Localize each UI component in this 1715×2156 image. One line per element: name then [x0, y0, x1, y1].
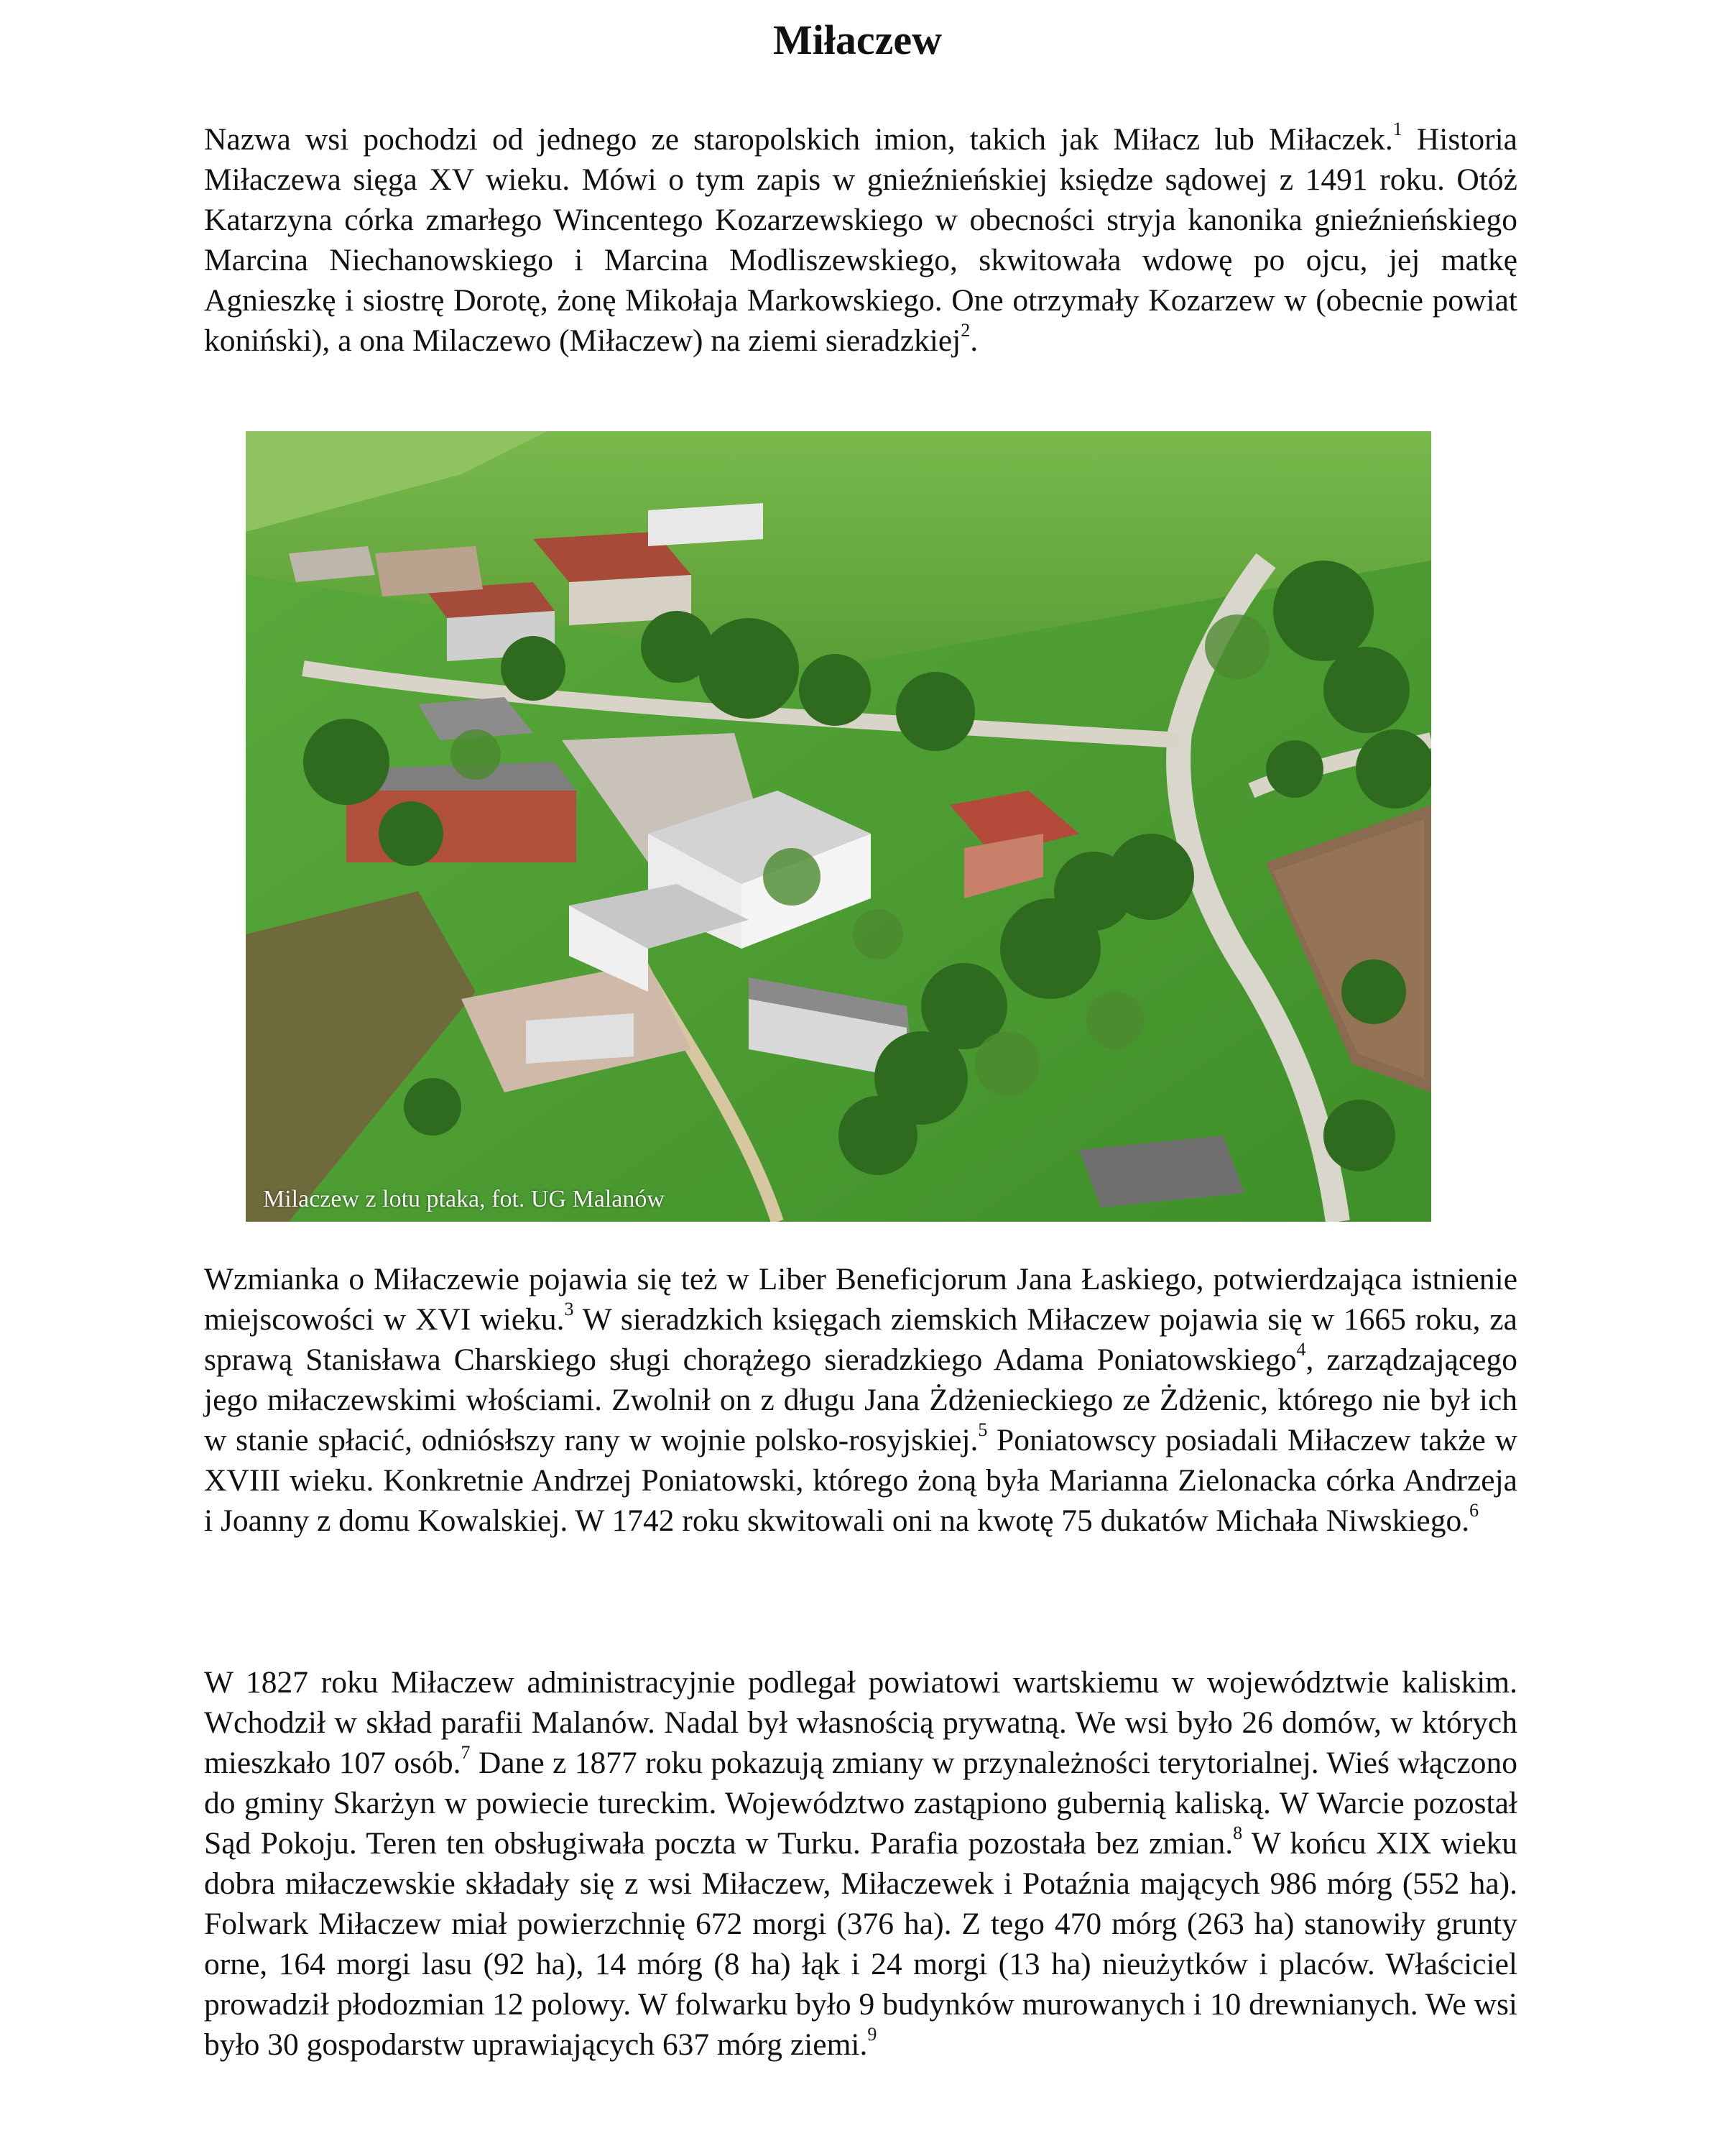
footnote-ref-6[interactable]: 6 [1469, 1500, 1479, 1521]
footnote-ref-8[interactable]: 8 [1233, 1823, 1243, 1843]
footnote-ref-4[interactable]: 4 [1296, 1339, 1306, 1360]
paragraph-text: Historia Miłaczewa sięga XV wieku. Mówi o tym zapis w gnieźnieńskiej księdze sądowej z 1491 roku. Otóż Katarzyna córka zmarłego Wincentego Kozarzewskiego w obecności stryja kanonika gnieźnieńskiego Marcina Niechanowskiego i Marcina Modliszewskiego, skwitowała wdowę po ojcu, jej matkę Agnieszkę i siostrę Dorotę, żonę Mikołaja Markowskiego. One otrzymały Kozarzew w (obecnie powiat koniński), a ona Milaczewo (Miłaczew) na ziemi sieradzkiej [204, 122, 1517, 358]
paragraph-text: . [970, 323, 979, 358]
footnote-ref-3[interactable]: 3 [564, 1299, 574, 1319]
aerial-photo [246, 431, 1431, 1222]
paragraph-history [204, 119, 1517, 361]
footnote-ref-2[interactable]: 2 [961, 320, 971, 341]
page-title: Miłaczew [772, 17, 943, 63]
footnote-ref-5[interactable]: 5 [978, 1419, 988, 1440]
paragraph-text: W sieradzkich księgach ziemskich Miłaczew pojawia się w 1665 roku, za sprawą Stanisława Charskiego sługi chorążego sieradzkiego Adama Poniatowskiego [204, 1302, 1517, 1377]
paragraph-text: W końcu XIX wieku dobra miłaczewskie składały się z wsi Miłaczew, Miłaczewek i Potaźnia mających 986 mórg (552 ha). Folwark Miłaczew miał powierzchnię 672 morgi (376 ha). Z tego 470 mórg (263 ha) stanowiły grunty orne, 164 morgi lasu (92 ha), 14 mórg (8 ha) łąk i 24 morgi (13 ha) nieużytków i placów. Właściciel prowadził płodozmian 12 polowy. W folwarku było 9 budynków murowanych i 10 drewnianych. We wsi było 30 gospodarstw uprawiających 637 mórg ziemi. [204, 1826, 1517, 2062]
photo-caption: Milaczew z lotu ptaka, fot. UG Malanów [263, 1186, 665, 1212]
paragraph-text: Poniatowscy posiadali Miłaczew także w XVIII wieku. Konkretnie Andrzej Poniatowski, którego żoną była Marianna Zielonacka córka Andrzeja i Joanny z domu Kowalskiej. W 1742 roku skwitowali oni na kwotę 75 dukatów Michała Niwskiego. [204, 1423, 1517, 1538]
paragraph-text: , zarządzającego jego miłaczewskimi włościami. Zwolnił on z długu Jana Żdżenieckiego ze Żdżenic, którego nie był ich w stanie spłacić, odniósłszy rany w wojnie polsko-rosyjskiej. [204, 1342, 1517, 1457]
paragraph-text: Dane z 1877 roku pokazują zmiany w przynależności terytorialnej. Wieś włączono do gminy Skarżyn w powiecie tureckim. Województwo zastąpiono gubernią kaliską. W Warcie pozostał Sąd Pokoju. Teren ten obsługiwała poczta w Turku. Parafia pozostała bez zmian. [204, 1746, 1517, 1861]
paragraph-records [204, 1259, 1517, 1541]
paragraph-text: Wzmianka o Miłaczewie pojawia się też w Liber Beneficjorum Jana Łaskiego, potwierdzająca istnienie miejscowości w XVI wieku. [204, 1262, 1517, 1337]
footnote-ref-9[interactable]: 9 [867, 2024, 877, 2045]
paragraph-text: W 1827 roku Miłaczew administracyjnie podlegał powiatowi wartskiemu w województwie kaliskim. Wchodził w skład parafii Malanów. Nadal był własnością prywatną. We wsi było 26 domów, w których mieszkało 107 osób. [204, 1665, 1517, 1780]
paragraph-text: Nazwa wsi pochodzi od jednego ze staropolskich imion, takich jak Miłacz lub Miłaczek. [204, 122, 1393, 157]
aerial-photo-illustration [246, 431, 1431, 1222]
footnote-ref-1[interactable]: 1 [1392, 119, 1402, 139]
paragraph-19th-century [204, 1662, 1517, 2065]
footnote-ref-7[interactable]: 7 [461, 1742, 471, 1763]
